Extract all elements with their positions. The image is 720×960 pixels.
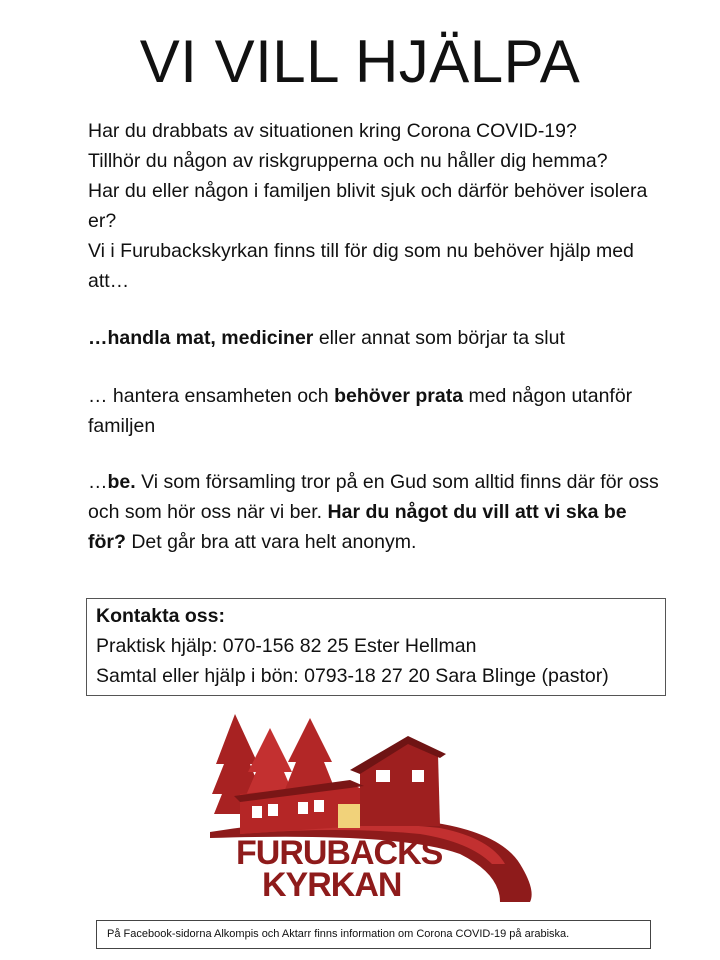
logo-wordmark-line1: FURUBACKS (236, 834, 443, 872)
contact-box (86, 598, 666, 696)
help-shopping (88, 323, 668, 353)
logo-graphic (200, 714, 540, 904)
help-pray-text: Vi som församling tror på en Gud som alltid finns där för oss och som hör oss när vi ber. (88, 471, 659, 523)
logo-window (314, 800, 324, 812)
logo-window (298, 802, 308, 814)
logo-window (376, 770, 390, 782)
help-pray-ellipsis: … (88, 471, 108, 493)
help-pray-bold: be. (107, 471, 136, 493)
contact-prayer: Samtal eller hjälp i bön: 0793-18 27 20 Sara Blinge (pastor) (96, 665, 609, 687)
help-pray-question: Har du något du vill att vi ska be för? (88, 501, 627, 553)
footer-note: På Facebook-sidorna Alkompis och Aktarr finns information om Corona COVID-19 på arabiska. (96, 920, 651, 949)
logo-window (412, 770, 424, 782)
help-shopping-bold: …handla mat, mediciner (88, 327, 314, 349)
furubackskyrkan-logo (200, 714, 540, 904)
logo-window-lit (338, 804, 360, 828)
logo-church-tower (360, 740, 440, 826)
intro-text (88, 116, 668, 296)
intro-line: Tillhör du någon av riskgrupperna och nu håller dig hemma? (88, 150, 608, 172)
contact-heading (96, 601, 665, 631)
help-talk-bold: behöver prata (334, 385, 464, 407)
help-pray-text-end: Det går bra att vara helt anonym. (125, 531, 417, 553)
help-talk-text-end: med någon utanför familjen (88, 385, 633, 437)
contact-practical: Praktisk hjälp: 070-156 82 25 Ester Hellman (96, 635, 477, 657)
contact-heading-text: Kontakta oss: (96, 605, 225, 627)
help-talk (88, 381, 668, 441)
intro-line: Har du drabbats av situationen kring Corona COVID-19? (88, 120, 577, 142)
logo-window (268, 804, 278, 816)
page-title: VI VILL HJÄLPA (139, 28, 581, 95)
help-pray (88, 467, 668, 557)
help-shopping-text: eller annat som börjar ta slut (313, 327, 565, 349)
logo-window (252, 806, 262, 818)
help-talk-text: … hantera ensamheten och (88, 385, 335, 407)
intro-line: Vi i Furubackskyrkan finns till för dig som nu behöver hjälp med att… (88, 240, 634, 292)
intro-line: Har du eller någon i familjen blivit sjuk och därför behöver isolera er? (88, 180, 648, 232)
logo-wordmark-line2: KYRKAN (262, 866, 402, 904)
